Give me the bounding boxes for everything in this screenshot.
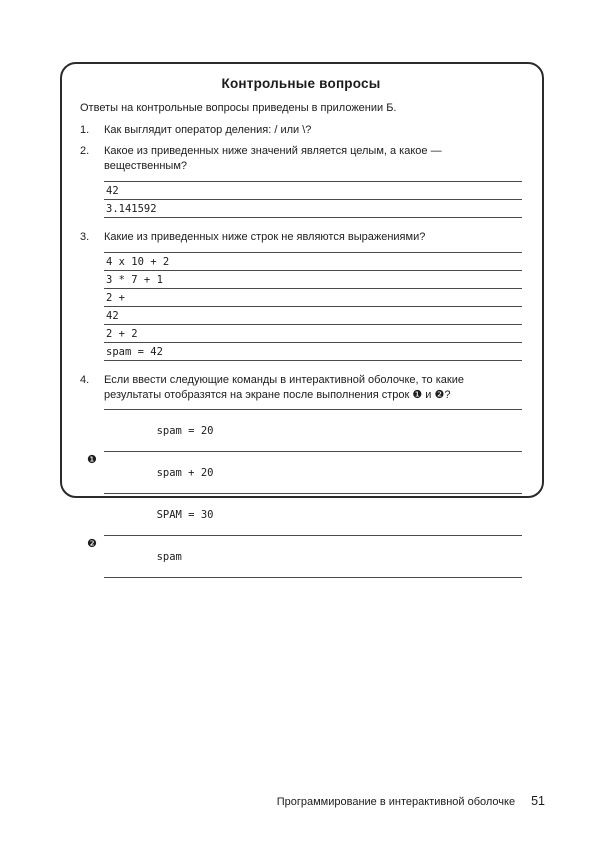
code-text: SPAM = 30	[156, 509, 214, 522]
step-marker-icon: ❶	[87, 453, 97, 467]
question-3	[80, 230, 522, 245]
code-text: spam + 20	[156, 467, 214, 480]
page-footer	[0, 794, 545, 808]
code-line: 2 + 2	[104, 325, 522, 343]
code-block-q3	[104, 252, 522, 361]
question-number: 4.	[80, 373, 90, 386]
review-questions-box	[60, 62, 544, 564]
question-text: Если ввести следующие команды в интерактивной оболочке, то какие результаты отобразятся на экране после выполнения строк ❶ и ❷?	[104, 373, 464, 401]
question-text: Какие из приведенных ниже строк не являются выражениями?	[104, 230, 426, 243]
page-number: 51	[531, 794, 545, 808]
intro-text: Ответы на контрольные вопросы приведены в приложении Б.	[80, 102, 397, 114]
code-text: spam = 20	[156, 425, 214, 438]
code-line	[104, 494, 522, 536]
code-line: 42	[104, 307, 522, 325]
question-number: 1.	[80, 124, 90, 137]
code-block-q4	[87, 409, 522, 578]
question-text: Как выглядит оператор деления: / или \?	[104, 124, 312, 137]
code-line: 4 x 10 + 2	[104, 253, 522, 271]
footer-chapter-title: Программирование в интерактивной оболочке	[276, 796, 516, 808]
question-text: Какое из приведенных ниже значений является целым, а какое — вещественным?	[104, 145, 442, 172]
question-2	[80, 144, 522, 174]
code-line: 3.141592	[104, 200, 522, 218]
code-line: spam = 42	[104, 343, 522, 361]
question-number: 3.	[80, 230, 90, 243]
code-line	[104, 410, 522, 452]
code-line: 3 * 7 + 1	[104, 271, 522, 289]
step-marker-icon: ❷	[87, 537, 97, 551]
box-title: Контрольные вопросы	[221, 76, 381, 91]
code-line: 2 +	[104, 289, 522, 307]
question-1	[80, 123, 522, 138]
question-4	[80, 373, 522, 403]
code-line	[87, 536, 522, 578]
code-line	[87, 452, 522, 494]
code-text: spam	[156, 551, 182, 564]
code-line: 42	[104, 182, 522, 200]
question-number: 2.	[80, 145, 90, 158]
code-block-q2	[104, 181, 522, 218]
